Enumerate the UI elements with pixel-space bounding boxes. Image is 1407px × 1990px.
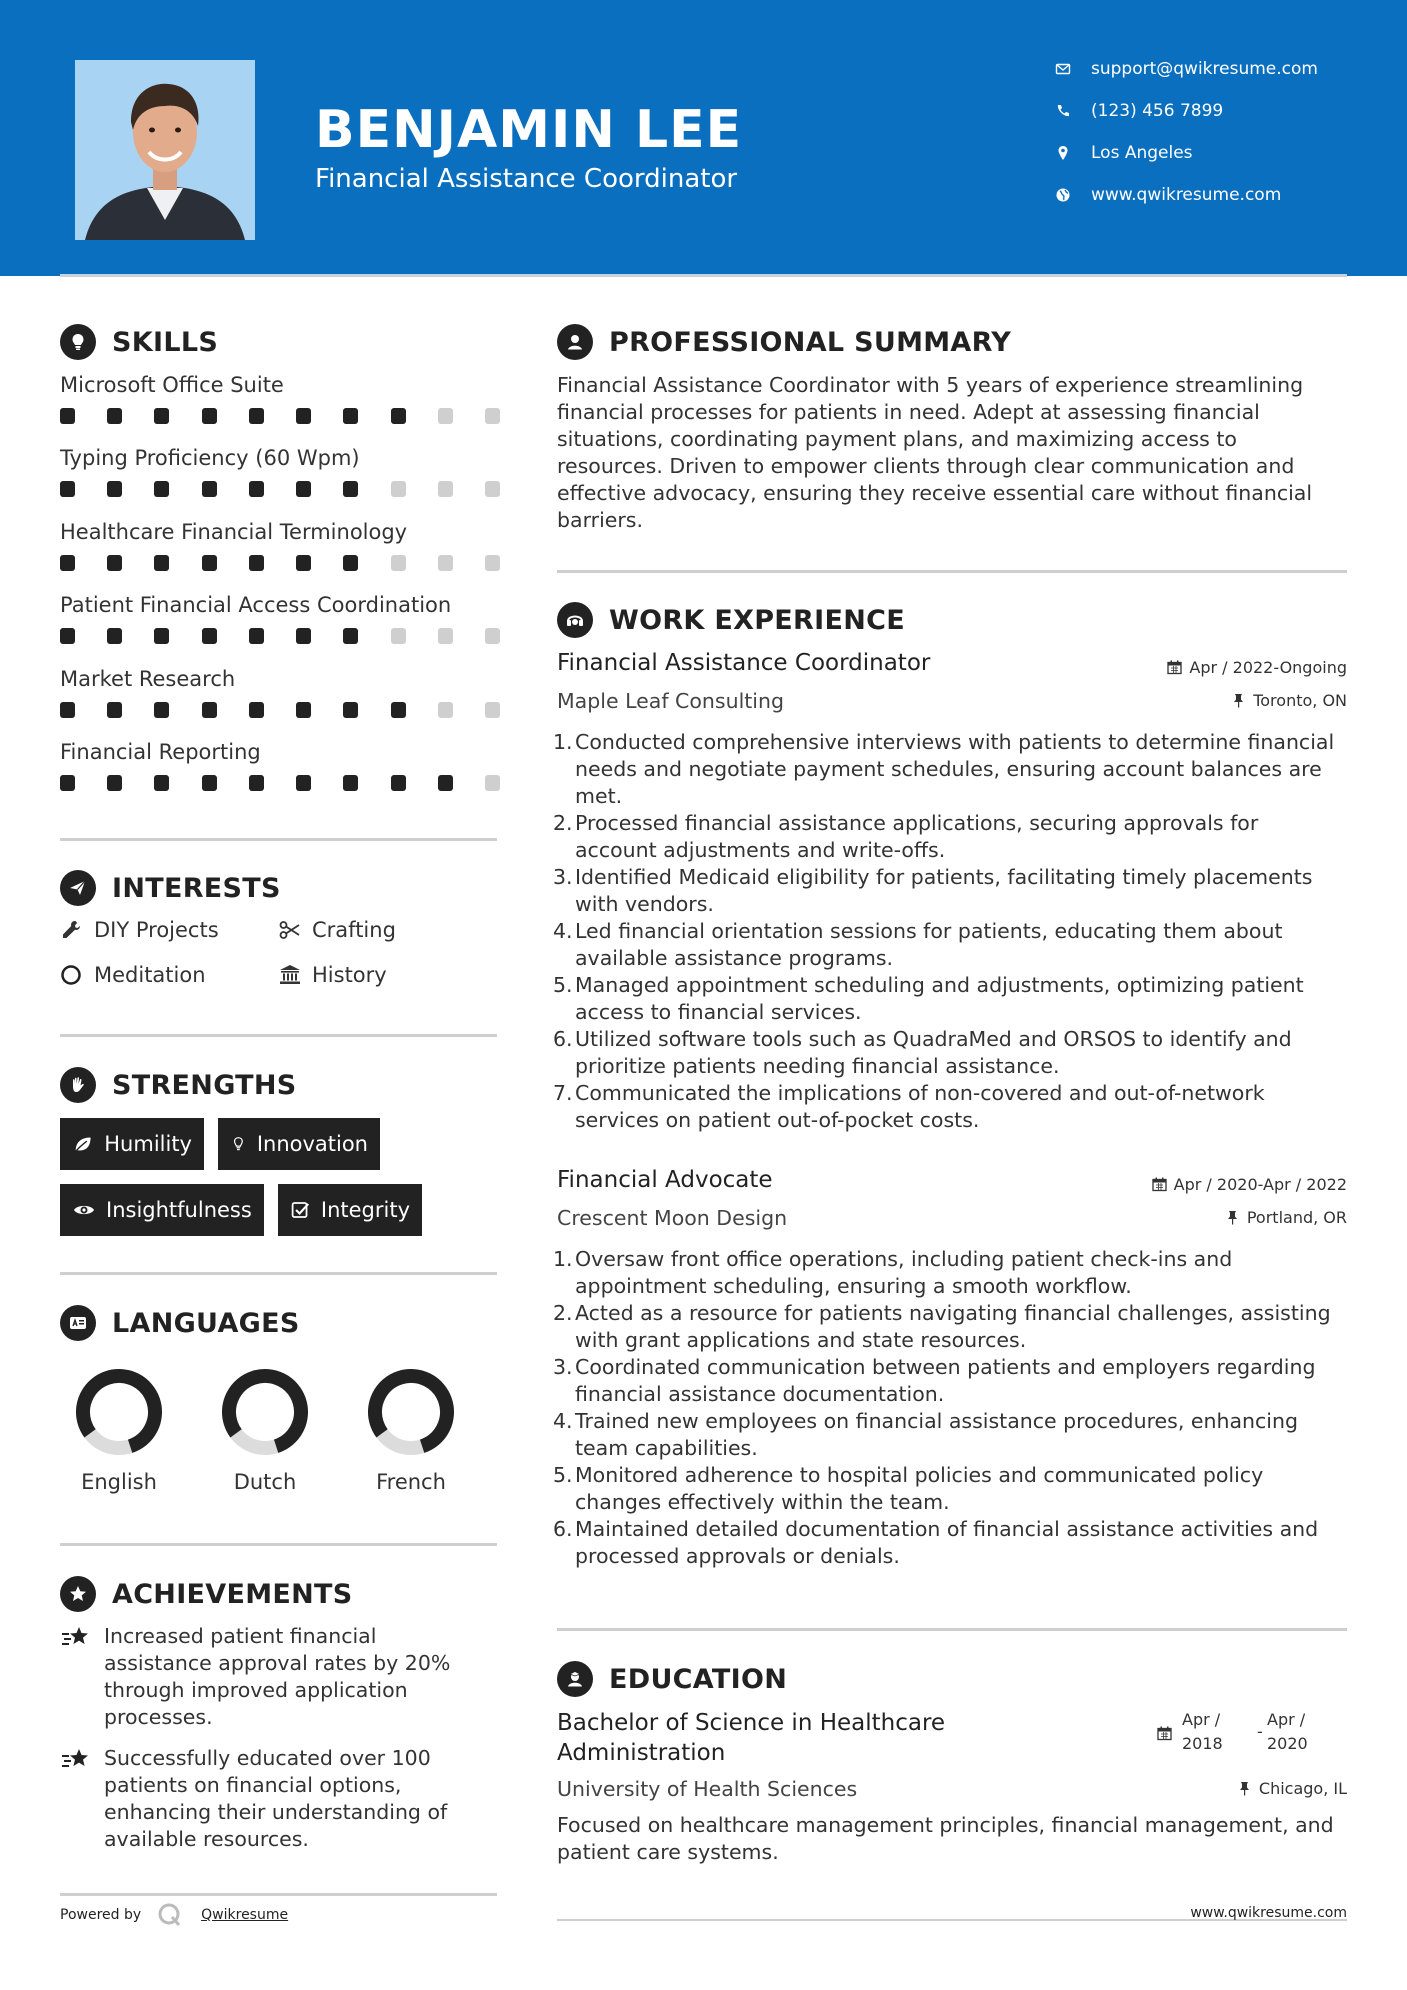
achievement-item: Successfully educated over 100 patients on financial options, enhancing their understanding of available resources.	[60, 1745, 480, 1853]
strength-tag: Innovation	[218, 1118, 380, 1170]
rating-dot-filled	[391, 408, 406, 424]
rating-dot-empty	[485, 775, 500, 791]
duty-item: 5. Managed appointment scheduling and adjustments, optimizing patient access to financial services.	[553, 973, 1304, 1024]
skill-name: Typing Proficiency (60 Wpm)	[60, 446, 360, 471]
skill-name: Financial Reporting	[60, 740, 261, 764]
language-item	[59, 1368, 179, 1494]
pushpin-icon	[1237, 1781, 1252, 1796]
rating-dot-filled	[296, 408, 311, 424]
location-pin-icon	[1055, 145, 1071, 161]
language-name: Dutch	[233, 1470, 297, 1494]
summary-text: Financial Assistance Coordinator with 5 years of experience streamlining financial processes for patients in need. Adept at assessing financial situations, coordinating payment plans, and maximizing access to resources. Driven to empower clients through clear communication and effective advocacy, ensuring they receive essential care without financial barriers.	[557, 373, 1313, 532]
contact-phone[interactable]: (123) 456 7899	[1055, 101, 1223, 121]
rating-dot-filled	[60, 702, 75, 718]
school-name: University of Health Sciences	[557, 1777, 858, 1801]
company-name: Maple Leaf Consulting	[557, 689, 785, 713]
circle-icon	[60, 963, 84, 987]
job-title: Financial Advocate	[557, 1167, 773, 1193]
skill-name: Microsoft Office Suite	[60, 373, 284, 397]
skill-rating	[60, 702, 500, 718]
job-location: Portland, OR	[1225, 1208, 1347, 1227]
rating-dot-filled	[391, 702, 406, 718]
rating-dot-filled	[249, 481, 264, 497]
user-icon	[557, 324, 593, 360]
rating-dot-filled	[107, 775, 122, 791]
rating-dot-empty	[485, 702, 500, 718]
skill-name: Market Research	[60, 666, 236, 691]
duty-item: 4. Trained new employees on financial assistance procedures, enhancing team capabilities.	[553, 1409, 1298, 1460]
leaf-icon	[72, 1132, 94, 1156]
rating-dot-filled	[296, 702, 311, 718]
rating-dot-empty	[438, 555, 453, 571]
rating-dot-filled	[343, 775, 358, 791]
star-badge-icon	[60, 1576, 96, 1612]
rating-dot-filled	[343, 481, 358, 497]
interests-heading: INTERESTS	[60, 870, 281, 906]
experience-heading: WORK EXPERIENCE	[557, 602, 905, 638]
shooting-star-icon	[60, 1621, 92, 1653]
qwikresume-link[interactable]: Qwikresume	[201, 1907, 289, 1923]
education-dates: Apr / 2018 - Apr / 2020	[1157, 1710, 1347, 1760]
interest-item: Crafting	[278, 918, 396, 942]
rating-dot-filled	[154, 775, 169, 791]
duty-item: 4. Led financial orientation sessions for patients, educating them about available assistance programs.	[553, 919, 1283, 970]
rating-dot-filled	[343, 408, 358, 424]
lightbulb-icon	[60, 324, 96, 360]
language-item	[351, 1368, 471, 1494]
scissors-icon	[278, 918, 302, 942]
calendar-icon	[1152, 1177, 1167, 1192]
skill-rating	[60, 628, 500, 644]
language-name: French	[376, 1470, 446, 1494]
rating-dot-filled	[343, 702, 358, 718]
language-level-ring	[221, 1368, 309, 1456]
qwikresume-logo-icon	[157, 1902, 183, 1928]
rating-dot-filled	[438, 775, 453, 791]
contact-email[interactable]: support@qwikresume.com	[1055, 59, 1318, 79]
museum-icon	[278, 963, 302, 987]
pushpin-icon	[1231, 693, 1246, 708]
rating-dot-empty	[485, 628, 500, 644]
skill-rating	[60, 408, 500, 424]
calendar-icon	[1167, 660, 1182, 675]
rating-dot-empty	[391, 481, 406, 497]
duty-item: 2. Processed financial assistance applications, securing approvals for account adjustments and write-offs.	[553, 811, 1259, 862]
rating-dot-filled	[249, 555, 264, 571]
education-heading: EDUCATION	[557, 1661, 787, 1697]
rating-dot-empty	[485, 555, 500, 571]
duty-item: 1. Conducted comprehensive interviews with patients to determine financial needs and negotiate payment schedules, ensuring account balances are met.	[553, 730, 1335, 808]
rating-dot-filled	[107, 555, 122, 571]
rating-dot-filled	[343, 628, 358, 644]
rating-dot-filled	[60, 775, 75, 791]
rating-dot-filled	[249, 775, 264, 791]
calendar-icon	[1157, 1726, 1172, 1741]
phone-icon	[1055, 103, 1071, 119]
rating-dot-filled	[296, 555, 311, 571]
rating-dot-filled	[60, 555, 75, 571]
interest-item: DIY Projects	[60, 918, 219, 942]
rating-dot-filled	[391, 775, 406, 791]
duty-item: 6. Maintained detailed documentation of financial assistance activities and processed approvals or denials.	[553, 1517, 1319, 1568]
section-divider	[60, 1543, 497, 1546]
achievements-heading: ACHIEVEMENTS	[60, 1576, 353, 1612]
powered-by: Powered by Qwikresume	[60, 1902, 288, 1928]
languages-heading: LANGUAGES	[60, 1305, 300, 1341]
rating-dot-filled	[154, 702, 169, 718]
skill-rating	[60, 775, 500, 791]
footer-website[interactable]: www.qwikresume.com	[1190, 1905, 1347, 1921]
contact-location: Los Angeles	[1055, 143, 1193, 163]
duty-item: 6. Utilized software tools such as QuadraMed and ORSOS to identify and prioritize patients needing financial assistance.	[553, 1027, 1292, 1078]
rating-dot-filled	[60, 481, 75, 497]
duty-item: 7. Communicated the implications of non-covered and out-of-network services on patient out-of-pocket costs.	[553, 1081, 1265, 1132]
rating-dot-empty	[438, 481, 453, 497]
job-duties	[553, 729, 1345, 1134]
rating-dot-filled	[107, 702, 122, 718]
rating-dot-filled	[202, 555, 217, 571]
duty-item: 1. Oversaw front office operations, including patient check-ins and appointment scheduling, ensuring a smooth workflow.	[553, 1247, 1233, 1298]
checkbox-icon	[290, 1198, 311, 1222]
job-title: Financial Assistance Coordinator	[557, 650, 931, 676]
degree-title: Bachelor of Science in Healthcare Administration	[557, 1710, 946, 1766]
language-level-ring	[75, 1368, 163, 1456]
mail-icon	[1055, 61, 1071, 77]
rating-dot-filled	[296, 775, 311, 791]
rating-dot-empty	[391, 555, 406, 571]
rating-dot-filled	[60, 628, 75, 644]
job-dates: Apr / 2020-Apr / 2022	[1152, 1175, 1347, 1194]
rating-dot-filled	[202, 702, 217, 718]
lightbulb-icon	[230, 1132, 247, 1156]
strength-tag: Insightfulness	[60, 1184, 264, 1236]
paper-plane-icon	[60, 870, 96, 906]
rating-dot-filled	[107, 481, 122, 497]
skill-name: Patient Financial Access Coordination	[60, 593, 452, 618]
skill-rating	[60, 481, 500, 497]
hand-icon	[60, 1067, 96, 1103]
rating-dot-filled	[343, 555, 358, 571]
strengths-heading: STRENGTHS	[60, 1067, 297, 1103]
candidate-name: BENJAMIN LEE	[315, 100, 743, 160]
section-divider	[60, 838, 497, 841]
rating-dot-filled	[296, 628, 311, 644]
rating-dot-empty	[485, 481, 500, 497]
graduate-icon	[557, 1661, 593, 1697]
education-location: Chicago, IL	[1237, 1779, 1347, 1798]
skills-heading: SKILLS	[60, 324, 218, 360]
duty-item: 2. Acted as a resource for patients navigating financial challenges, assisting with grant applications and state resources.	[553, 1301, 1331, 1352]
section-divider	[557, 1628, 1347, 1631]
language-name: English	[81, 1470, 157, 1494]
pushpin-icon	[1225, 1210, 1240, 1225]
duty-item: 3. Identified Medicaid eligibility for patients, facilitating timely placements with vendors.	[553, 865, 1313, 916]
contact-website[interactable]: www.qwikresume.com	[1055, 185, 1281, 205]
rating-dot-filled	[202, 408, 217, 424]
interest-item: Meditation	[60, 963, 206, 987]
summary-heading: PROFESSIONAL SUMMARY	[557, 324, 1011, 360]
header-divider	[60, 274, 1347, 277]
rating-dot-empty	[438, 702, 453, 718]
rating-dot-filled	[296, 481, 311, 497]
language-item	[205, 1368, 325, 1494]
rating-dot-filled	[107, 408, 122, 424]
section-divider	[60, 1034, 497, 1037]
section-divider	[60, 1893, 497, 1896]
education-description: Focused on healthcare management principles, financial management, and patient care systems.	[557, 1813, 1334, 1864]
rating-dot-filled	[202, 481, 217, 497]
rating-dot-filled	[154, 408, 169, 424]
interest-item: History	[278, 963, 387, 987]
rating-dot-filled	[154, 628, 169, 644]
globe-icon	[1055, 187, 1071, 203]
job-duties	[553, 1246, 1345, 1570]
candidate-role: Financial Assistance Coordinator	[315, 164, 738, 194]
shooting-star-icon	[60, 1743, 92, 1775]
duty-item: 3. Coordinated communication between patients and employers regarding financial assistance documentation.	[553, 1355, 1316, 1406]
job-dates: Apr / 2022-Ongoing	[1167, 658, 1347, 677]
skill-name: Healthcare Financial Terminology	[60, 519, 408, 544]
language-level-ring	[367, 1368, 455, 1456]
section-divider	[60, 1272, 497, 1275]
rating-dot-filled	[154, 481, 169, 497]
wrench-icon	[60, 918, 84, 942]
rating-dot-filled	[249, 702, 264, 718]
rating-dot-empty	[485, 408, 500, 424]
rating-dot-filled	[202, 775, 217, 791]
company-name: Crescent Moon Design	[557, 1206, 788, 1230]
section-divider	[557, 570, 1347, 573]
rating-dot-filled	[154, 555, 169, 571]
header	[0, 0, 1407, 276]
strength-tag: Integrity	[278, 1184, 422, 1236]
rating-dot-filled	[249, 408, 264, 424]
achievement-item: Increased patient financial assistance approval rates by 20% through improved application processes.	[60, 1623, 480, 1731]
rating-dot-empty	[438, 408, 453, 424]
profile-photo	[75, 60, 255, 240]
rating-dot-filled	[249, 628, 264, 644]
headset-icon	[557, 602, 593, 638]
rating-dot-empty	[438, 628, 453, 644]
rating-dot-filled	[107, 628, 122, 644]
rating-dot-filled	[60, 408, 75, 424]
duty-item: 5. Monitored adherence to hospital policies and communicated policy changes effectively within the team.	[553, 1463, 1264, 1514]
language-card-icon	[60, 1305, 96, 1341]
skill-rating	[60, 555, 500, 571]
eye-icon	[72, 1198, 96, 1222]
rating-dot-filled	[202, 628, 217, 644]
rating-dot-empty	[391, 628, 406, 644]
job-location: Toronto, ON	[1231, 691, 1347, 710]
strength-tag: Humility	[60, 1118, 204, 1170]
